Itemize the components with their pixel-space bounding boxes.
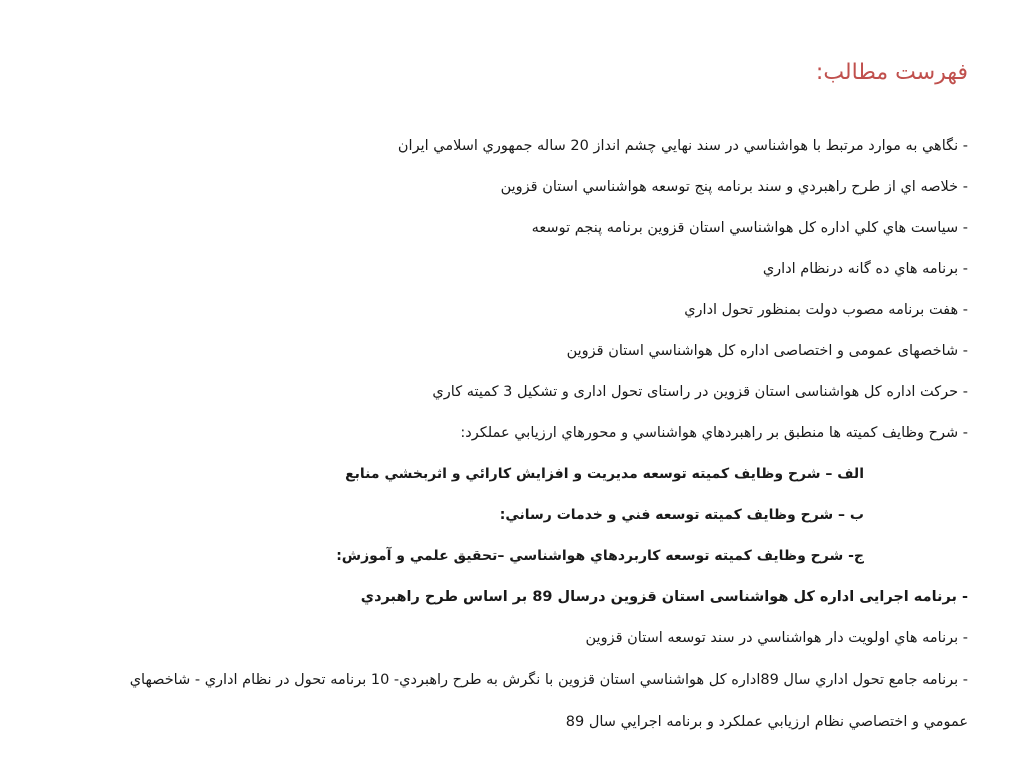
toc-item: - برنامه هاي اولويت دار هواشناسي در سند توسعه استان قزوين: [585, 630, 968, 646]
toc-subitem: ب – شرح وظايف كميته توسعه فني و خدمات رساني:: [499, 507, 864, 523]
toc-subitem: الف – شرح وظايف كميته توسعه مديريت و افزايش كارائي و اثربخشي منابع: [345, 466, 864, 482]
toc-item: - شرح وظایف کمیته ها منطبق بر راهبردهاي هواشناسي و محورهاي ارزيابي عملكرد:: [460, 425, 968, 441]
toc-item: - برنامه اجرایی اداره كل هواشناسی استان قزوین درسال 89 بر اساس طرح راهبردي: [360, 589, 968, 605]
toc-item: - سياست هاي كلي اداره كل هواشناسي استان قزوين برنامه پنجم توسعه: [531, 220, 968, 236]
toc-item: - شاخصهای عمومی و اختصاصی اداره کل هواشناسي استان قزوين: [566, 343, 968, 359]
page-title: فهرست مطالب:: [815, 60, 968, 85]
toc-item: - برنامه هاي ده گانه درنظام اداري: [762, 261, 968, 277]
toc-item: - نگاهي به موارد مرتبط با هواشناسي در سند نهايي چشم انداز 20 ساله جمهوري اسلامي ايران: [397, 138, 968, 154]
table-of-contents: [88, 126, 968, 743]
toc-item: - برنامه جامع تحول اداري سال 89اداره كل هواشناسي استان قزوين با نگرش به طرح راهبردي- 10 برنامه تحول در نظام اداري - شاخصهاي عمومي و اختصاصي نظام ارزيابي عملكرد و برنامه اجرايي سال 89: [129, 672, 968, 730]
toc-item: - هفت برنامه مصوب دولت بمنظور تحول اداري: [684, 302, 968, 318]
toc-item: - خلاصه اي از طرح راهبردي و سند برنامه پنج توسعه هواشناسي استان قزوين: [500, 179, 968, 195]
toc-subitem: ج- شرح وظايف كميته توسعه كاربردهاي هواشناسي –تحقيق علمي و آموزش:: [336, 548, 864, 564]
toc-item: - حرکت اداره کل هواشناسی استان قزوین در راستای تحول اداری و تشکیل 3 کمیته كاري: [432, 384, 968, 400]
